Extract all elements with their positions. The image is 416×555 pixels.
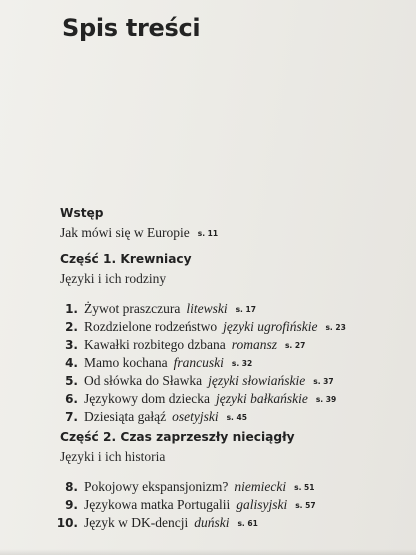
entry-page: s. 32 (231, 359, 253, 368)
part2-heading: Część 2. Czas zaprzeszły nieciągły (60, 430, 295, 444)
entry-title: Językowy dom dziecka (84, 391, 210, 406)
entry-number: 3. (65, 338, 78, 352)
entry-language: duński (194, 515, 230, 530)
toc-entry (50, 390, 346, 408)
entry-language: litewski (186, 301, 228, 316)
entry-number: 10. (56, 516, 78, 530)
entry-page: s. 37 (313, 377, 334, 386)
entry-title: Kawałki rozbitego dzbana (84, 337, 226, 352)
part2-entries (50, 478, 316, 532)
entry-page: s. 45 (226, 413, 247, 422)
entry-language: galisyjski (236, 497, 288, 512)
intro-heading: Wstęp (60, 206, 104, 220)
intro-section (60, 205, 218, 243)
intro-entry (60, 224, 218, 243)
part1-heading: Część 1. Krewniacy (60, 252, 192, 266)
entry-title: Rozdzielone rodzeństwo (84, 319, 218, 334)
entry-language: romansz (231, 337, 277, 352)
part2-section (60, 429, 295, 466)
part2-subtitle: Języki i ich historia (60, 449, 166, 464)
entry-number: 6. (65, 392, 78, 406)
entry-page: s. 17 (235, 305, 256, 314)
intro-entry-page: s. 11 (197, 229, 219, 238)
page-title: Spis treści (62, 14, 201, 42)
toc-entry (50, 354, 346, 372)
entry-number: 5. (65, 374, 78, 388)
toc-entry (50, 336, 346, 354)
entry-title: Językowa matka Portugalii (84, 497, 231, 512)
entry-language: języki ugrofińskie (223, 319, 318, 334)
page-bottom-shadow (0, 549, 416, 555)
entry-number: 8. (65, 480, 78, 494)
part1-entries (50, 300, 346, 426)
entry-title: Dziesiąta gałąź (84, 409, 167, 424)
toc-entry (50, 496, 316, 514)
entry-number: 7. (65, 410, 78, 424)
entry-language: francuski (173, 355, 224, 370)
entry-language: języki bałkańskie (215, 391, 308, 406)
entry-page: s. 57 (295, 501, 316, 510)
entry-number: 2. (65, 320, 78, 334)
entry-number: 9. (65, 498, 78, 512)
entry-number: 1. (65, 302, 78, 316)
entry-page: s. 51 (294, 483, 315, 492)
toc-entry (50, 300, 346, 318)
entry-number: 4. (65, 356, 78, 370)
toc-entry (50, 478, 316, 496)
entry-page: s. 61 (237, 519, 258, 528)
entry-language: niemiecki (234, 479, 287, 494)
part1-section (60, 251, 192, 288)
entry-page: s. 23 (325, 323, 346, 332)
entry-title: Mamo kochana (84, 355, 168, 370)
entry-page: s. 27 (284, 341, 306, 350)
entry-title: Język w DK-dencji (84, 515, 189, 530)
toc-entry (50, 408, 346, 426)
toc-entry (50, 318, 346, 336)
entry-title: Pokojowy ekspansjonizm? (84, 479, 229, 494)
intro-entry-title: Jak mówi się w Europie (60, 225, 190, 240)
part1-subtitle: Języki i ich rodziny (60, 271, 167, 286)
entry-title: Od słówka do Sławka (84, 373, 203, 388)
toc-entry (50, 372, 346, 390)
entry-title: Żywot praszczura (84, 301, 181, 316)
entry-language: języki słowiańskie (208, 373, 306, 388)
entry-page: s. 39 (315, 395, 337, 404)
entry-language: osetyjski (172, 409, 219, 424)
toc-entry (50, 514, 316, 532)
